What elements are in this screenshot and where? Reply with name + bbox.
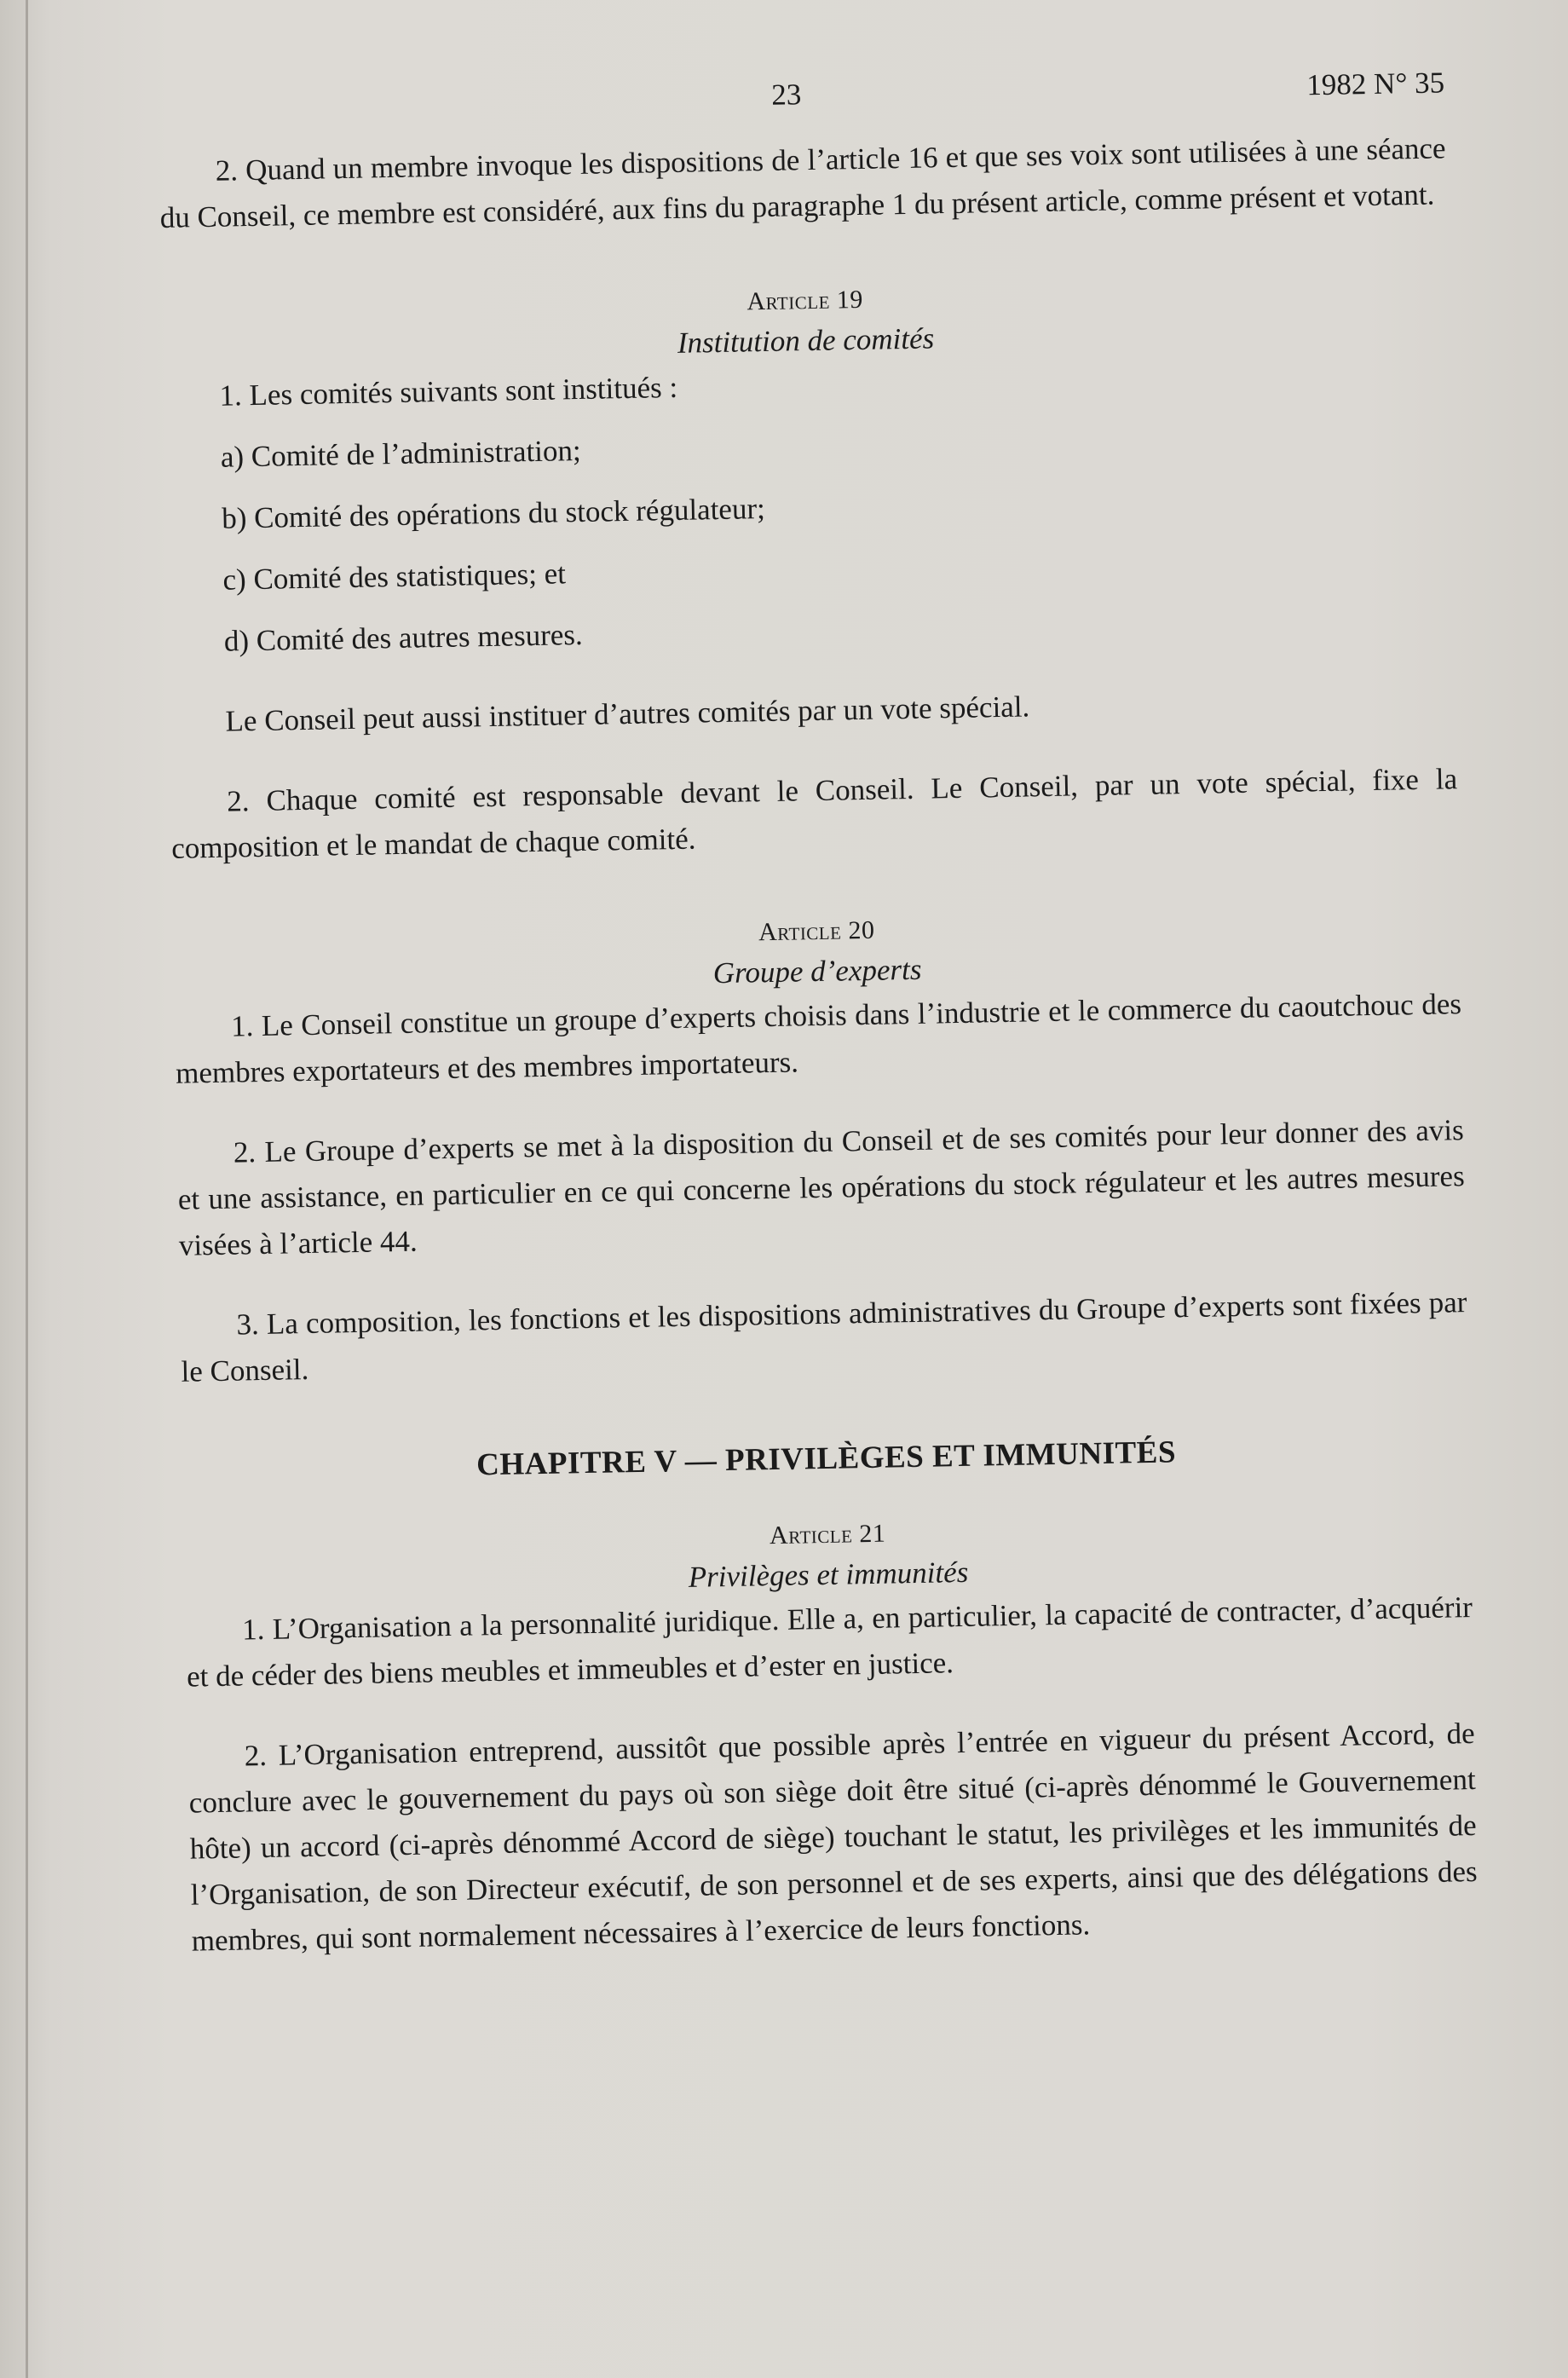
article-19-paragraph-2: 2. Chaque comité est responsable devant le Conseil. Le Conseil, par un vote spécial, fixe la composition et le mandat de chaque comité. bbox=[170, 762, 1458, 865]
volume-number: 1982 N° 35 bbox=[1306, 66, 1445, 102]
article-18-paragraph-2: 2. Quand un membre invoque les dispositions de l’article 16 et que ses voix sont utilisées à une séance du Conseil, ce membre est considéré, aux fins du paragraphe 1 du présent article, comme présent et votant. bbox=[159, 131, 1446, 234]
article-19-extra: Le Conseil peut aussi instituer d’autres comités par un vote spécial. bbox=[225, 690, 1030, 738]
article-19-item-d: d) Comité des autres mesures. bbox=[223, 617, 584, 658]
page-number: 23 bbox=[770, 78, 802, 112]
article-20-label: Article 20 bbox=[758, 915, 875, 947]
article-19-paragraph-1: 1. Les comités suivants sont institués : bbox=[219, 370, 678, 413]
article-19-label: Article 19 bbox=[747, 285, 864, 316]
article-20-paragraph-1: 1. Le Conseil constitue un groupe d’experts choisis dans l’industrie et le commerce du caoutchouc des membres exportateurs et des membres importateurs. bbox=[175, 987, 1462, 1090]
article-21-label: Article 21 bbox=[769, 1519, 886, 1550]
article-20-paragraph-2: 2. Le Groupe d’experts se met à la disposition du Conseil et de ses comités pour leur donner des avis et une assistance, en particulier en ce qui concerne les opérations du stock régulateur et les autres mesures visées à l’article 44. bbox=[177, 1113, 1465, 1262]
article-21-title: Privilèges et immunités bbox=[688, 1555, 969, 1594]
article-19-item-c: c) Comité des statistiques; et bbox=[222, 557, 567, 597]
article-21-paragraph-1: 1. L’Organisation a la personnalité juridique. Elle a, en particulier, la capacité de contracter, d’acquérir et de céder des biens meubles et immeubles et d’ester en justice. bbox=[186, 1590, 1473, 1694]
article-19-item-b: b) Comité des opérations du stock régulateur; bbox=[221, 492, 766, 535]
chapter-5-heading: CHAPITRE V — PRIVILÈGES ET IMMUNITÉS bbox=[476, 1434, 1177, 1483]
book-spine-shadow bbox=[26, 0, 28, 2378]
article-20-paragraph-3: 3. La composition, les fonctions et les dispositions administratives du Groupe d’experts sont fixées par le Conseil. bbox=[181, 1285, 1467, 1388]
article-21-paragraph-2: 2. L’Organisation entreprend, aussitôt que possible après l’entrée en vigueur du présent Accord, de conclure avec le gouvernement du pays où son siège doit être situé (ci-après dénommé le Gouvernement hôte) un accord (ci-après dénommé Accord de siège) touchant le statut, les privilèges et les immunités de l’Organisation, de son Directeur exécutif, de son personnel et de ses experts, ainsi que des délégations des membres, qui sont normalement nécessaires à l’exercice de leurs fonctions. bbox=[188, 1717, 1478, 1958]
article-20-title: Groupe d’experts bbox=[712, 952, 922, 990]
article-19-item-a: a) Comité de l’administration; bbox=[220, 433, 582, 474]
article-19-title: Institution de comités bbox=[677, 321, 935, 360]
page-content bbox=[158, 66, 1479, 1964]
